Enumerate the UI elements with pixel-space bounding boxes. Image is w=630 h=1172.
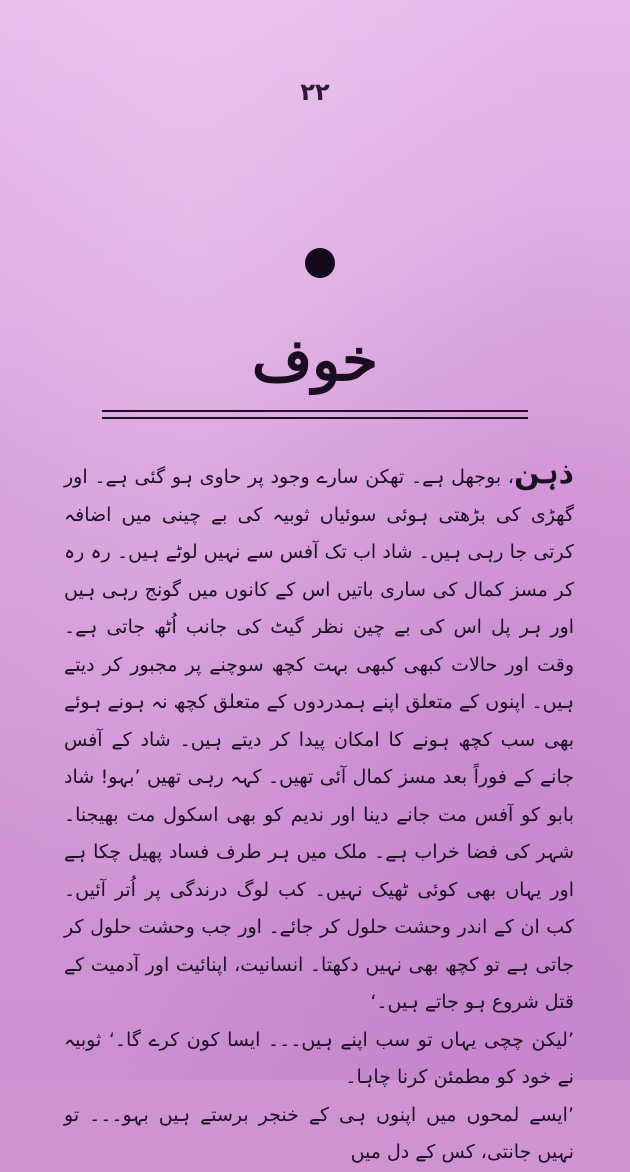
chapter-title: خوف [252, 326, 378, 394]
title-divider-top [102, 410, 528, 412]
paragraph-1-text: ، بوجھل ہے۔ تھکن سارے وجود پر حاوی ہو گئی ہے۔ اور گھڑی کی بڑھتی ہوئی سوئیاں ثوبیہ کی بے چینی میں اضافہ کرتی جا رہی ہیں۔ شاد اب تک آفس سے نہیں لوٹے ہیں۔ رہ رہ کر مسز کمال کی ساری باتیں اس کے کانوں میں گونج رہی ہیں اور ہر پل اس کی بے چین نظر گیٹ کی جانب اُٹھ جاتی ہے۔ وقت اور حالات کبھی کبھی بہت کچھ سوچنے پر مجبور کر دیتے ہیں۔ اپنوں کے متعلق اپنے ہمدردوں کے متعلق کچھ نہ ہونے ہوئے بھی سب کچھ ہونے کا امکان پیدا کر دیتے ہیں۔ شاد کے آفس جانے کے فوراً بعد مسز کمال آئی تھیں۔ کہہ رہی تھیں ’بہو! شاد بابو کو آفس مت جانے دینا اور ندیم کو بھی اسکول مت بھیجنا۔ شہر کی فضا خراب ہے۔ ملک میں ہر طرف فساد پھیل چکا ہے اور یہاں بھی کوئی ٹھیک نہیں۔ کب لوگ درندگی پر اُتر آئیں۔ کب ان کے اندر وحشت حلول کر جائے۔ اور جب وحشت حلول کر جاتی ہے تو کچھ بھی نہیں دکھتا۔ انسانیت، اپنائیت اور آدمیت کے قتل شروع ہو جاتے ہیں۔‘ [64, 466, 574, 1013]
drop-word: ذہن [514, 456, 574, 491]
story-body [64, 455, 574, 1172]
chapter-dot-ornament [305, 248, 335, 278]
page-number: ۲۲ [300, 78, 330, 106]
title-divider-bottom [102, 417, 528, 419]
paragraph-3-text: ’ایسے لمحوں میں اپنوں ہی کے خنجر برستے ہیں بہو۔۔۔ تو نہیں جانتی، کس کے دل میں [64, 1103, 574, 1163]
paragraph-2-text: ’لیکن چچی یہاں تو سب اپنے ہیں۔۔۔ ایسا کون کرے گا۔‘ ثوبیہ نے خود کو مطمئن کرنا چاہا۔ [64, 1028, 574, 1088]
paragraph-1 [64, 455, 574, 1022]
paragraph-2 [64, 1022, 574, 1097]
paragraph-3 [64, 1097, 574, 1172]
